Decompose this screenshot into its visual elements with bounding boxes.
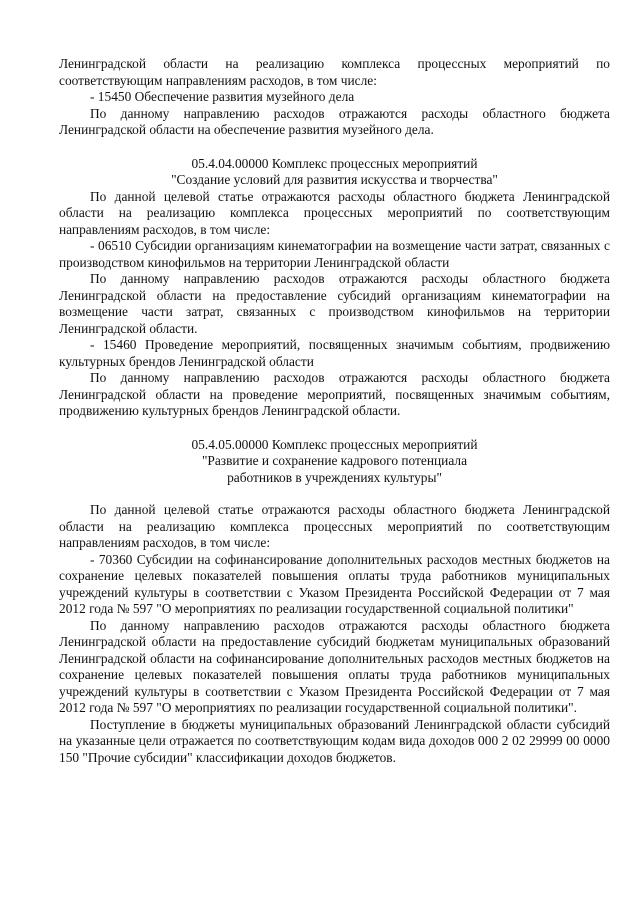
section-heading-title-line1: "Развитие и сохранение кадрового потенциала: [201, 453, 468, 468]
paragraph-museum: По данному направлению расходов отражаются расходы областного бюджета Ленинградской области на обеспечение развития музейного дела.: [59, 105, 610, 137]
section-heading-05-4-05: [59, 437, 610, 487]
paragraph-intro: Ленинградской области на реализацию комплекса процессных мероприятий по соответствующим направлениям расходов, в том числе:: [59, 56, 610, 88]
section-heading-05-4-04: [59, 156, 610, 189]
section-heading-code: 05.4.04.00000 Комплекс процессных мероприятий: [191, 155, 478, 171]
paragraph-target-article: По данной целевой статье отражаются расходы областного бюджета Ленинградской области на реализацию комплекса процессных мероприятий по соответствующим направлениям расходов, в том числе:: [59, 188, 610, 237]
paragraph-subsidies: По данному направлению расходов отражаются расходы областного бюджета Ленинградской области на предоставление субсидий бюджетам муниципальных образований Ленинградской области на софинансирование дополнительных расходов местных бюджетов на сохранение целевых показателей повышения оплаты труда работников муниципальных учреждений культуры в соответствии с Указом Президента Российской Федерации от 7 мая 2012 года № 597 "О мероприятиях по реализации государственной социальной политики".: [59, 617, 610, 715]
list-item-06510: - 06510 Субсидии организациям кинематографии на возмещение части затрат, связанных с производством кинофильмов на территории Ленинградской области: [59, 238, 610, 270]
section-heading-title: "Создание условий для развития искусства и творчества": [171, 172, 498, 187]
paragraph-target-article-2: По данной целевой статье отражаются расходы областного бюджета Ленинградской области на реализацию комплекса процессных мероприятий по соответствующим направлениям расходов, в том числе:: [59, 502, 610, 550]
list-item-15450: - 15450 Обеспечение развития музейного дела: [90, 89, 355, 104]
section-heading-code: 05.4.05.00000 Комплекс процессных мероприятий: [191, 436, 478, 452]
paragraph-income: Поступление в бюджеты муниципальных образований Ленинградской области субсидий на указанные цели отражается по соответствующим кодам вида доходов 000 2 02 29999 00 0000 150 "Прочие субсидии" классификации доходов бюджетов.: [59, 716, 610, 765]
list-item-70360: - 70360 Субсидии на софинансирование дополнительных расходов местных бюджетов на сохранение целевых показателей повышения оплаты труда работников муниципальных учреждений культуры в соответствии с Указом Президента Российской Федерации от 7 мая 2012 года № 597 "О мероприятиях по реализации государственной социальной политики": [59, 551, 610, 616]
section-heading-title-line2: работников в учреждениях культуры": [227, 469, 442, 485]
paragraph-cinema: По данному направлению расходов отражаются расходы областного бюджета Ленинградской области на предоставление субсидий организациям кинематографии на возмещение части затрат, связанных с производством кинофильмов на территории Ленинградской области.: [59, 271, 610, 336]
list-item-15460: - 15460 Проведение мероприятий, посвященных значимым событиям, продвижению культурных брендов Ленинградской области: [59, 337, 610, 369]
paragraph-events: По данному направлению расходов отражаются расходы областного бюджета Ленинградской области на проведение мероприятий, посвященных значимым событиям, продвижению культурных брендов Ленинградской области.: [59, 370, 610, 418]
document-page: [59, 56, 610, 766]
spacer: [59, 486, 610, 502]
